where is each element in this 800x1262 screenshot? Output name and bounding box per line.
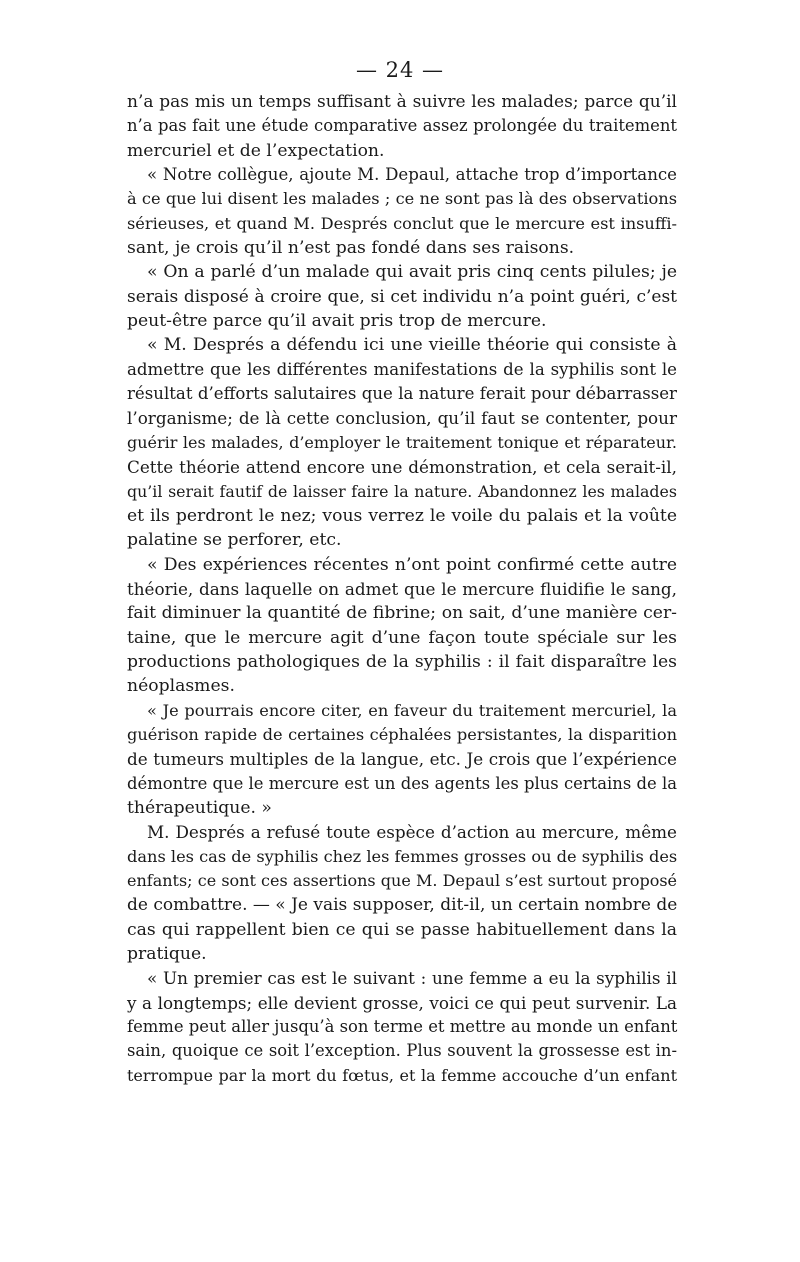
- text-line: M. Després a refusé toute espèce d’action au mercure, même: [147, 822, 677, 843]
- text-line: peut-être parce qu’il avait pris trop de mercure.: [127, 311, 547, 332]
- text-line: dans les cas de syphilis chez les femmes grosses ou de syphilis des: [127, 846, 678, 866]
- text-line: « Des expériences récentes n’ont point confirmé cette autre: [147, 554, 677, 575]
- text-line: y a longtemps; elle devient grosse, voici ce qui peut survenir. La: [127, 992, 677, 1013]
- text-line: fait diminuer la quantité de fibrine; on sait, d’une manière cer-: [127, 603, 677, 624]
- text-line: guérison rapide de certaines céphalées persistantes, la disparition: [127, 724, 677, 744]
- text-line: sérieuses, et quand M. Després conclut que le mercure est insuffi-: [127, 213, 677, 233]
- text-line: démontre que le mercure est un des agents les plus certains de la: [127, 773, 677, 793]
- text-line: guérir les malades, d’employer le traitement tonique et réparateur.: [127, 432, 677, 452]
- text-line: résultat d’efforts salutaires que la nature ferait pour débarrasser: [127, 384, 677, 404]
- text-line: pratique.: [127, 944, 207, 965]
- text-line: mercuriel et de l’expectation.: [127, 140, 385, 161]
- text-line: de combattre. — « Je vais supposer, dit-il, un certain nombre de: [127, 895, 678, 916]
- text-line: « Un premier cas est le suivant : une femme a eu la syphilis il: [147, 968, 677, 989]
- text-line: Cette théorie attend encore une démonstration, et cela serait-il,: [127, 457, 677, 478]
- text-line: femme peut aller jusqu’à son terme et mettre au monde un enfant: [127, 1017, 678, 1037]
- text-line: l’organisme; de là cette conclusion, qu’il faut se contenter, pour: [127, 408, 677, 429]
- text-line: et ils perdront le nez; vous verrez le voile du palais et la voûte: [127, 505, 677, 526]
- text-line: terrompue par la mort du fœtus, et la femme accouche d’un enfant: [127, 1065, 677, 1085]
- text-line: à ce que lui disent les malades ; ce ne sont pas là des observations: [127, 189, 677, 209]
- text-line: taine, que le mercure agit d’une façon toute spéciale sur les: [127, 627, 677, 648]
- text-body: [127, 90, 677, 1088]
- text-line: admettre que les différentes manifestations de la syphilis sont le: [127, 359, 677, 379]
- text-line: sain, quoique ce soit l’exception. Plus souvent la grossesse est in-: [127, 1041, 677, 1061]
- text-line: thérapeutique. »: [127, 797, 272, 818]
- text-line: serais disposé à croire que, si cet individu n’a point guéri, c’est: [127, 286, 677, 307]
- text-line: « Je pourrais encore citer, en faveur du traitement mercuriel, la: [147, 700, 677, 720]
- text-line: productions pathologiques de la syphilis : il fait disparaître les: [127, 651, 677, 672]
- text-line: sant, je crois qu’il n’est pas fondé dans ses raisons.: [127, 238, 575, 259]
- text-line: néoplasmes.: [127, 676, 235, 697]
- text-line: qu’il serait fautif de laisser faire la nature. Abandonnez les malades: [127, 481, 677, 501]
- text-line: n’a pas mis un temps suffisant à suivre les malades; parce qu’il: [127, 92, 677, 112]
- page-number: — 24 —: [355, 58, 445, 82]
- text-line: palatine se perforer, etc.: [127, 530, 342, 551]
- text-line: n’a pas fait une étude comparative assez prolongée du traitement: [127, 116, 677, 136]
- text-line: enfants; ce sont ces assertions que M. Depaul s’est surtout proposé: [127, 871, 677, 890]
- text-line: cas qui rappellent bien ce qui se passe habituellement dans la: [127, 919, 677, 940]
- text-line: de tumeurs multiples de la langue, etc. Je crois que l’expérience: [127, 749, 677, 770]
- text-line: « On a parlé d’un malade qui avait pris cinq cents pilules; je: [147, 262, 677, 283]
- text-line: « Notre collègue, ajoute M. Depaul, attache trop d’importance: [147, 165, 677, 185]
- text-line: théorie, dans laquelle on admet que le mercure fluidifie le sang,: [127, 578, 677, 599]
- text-line: « M. Després a défendu ici une vieille théorie qui consiste à: [147, 335, 677, 356]
